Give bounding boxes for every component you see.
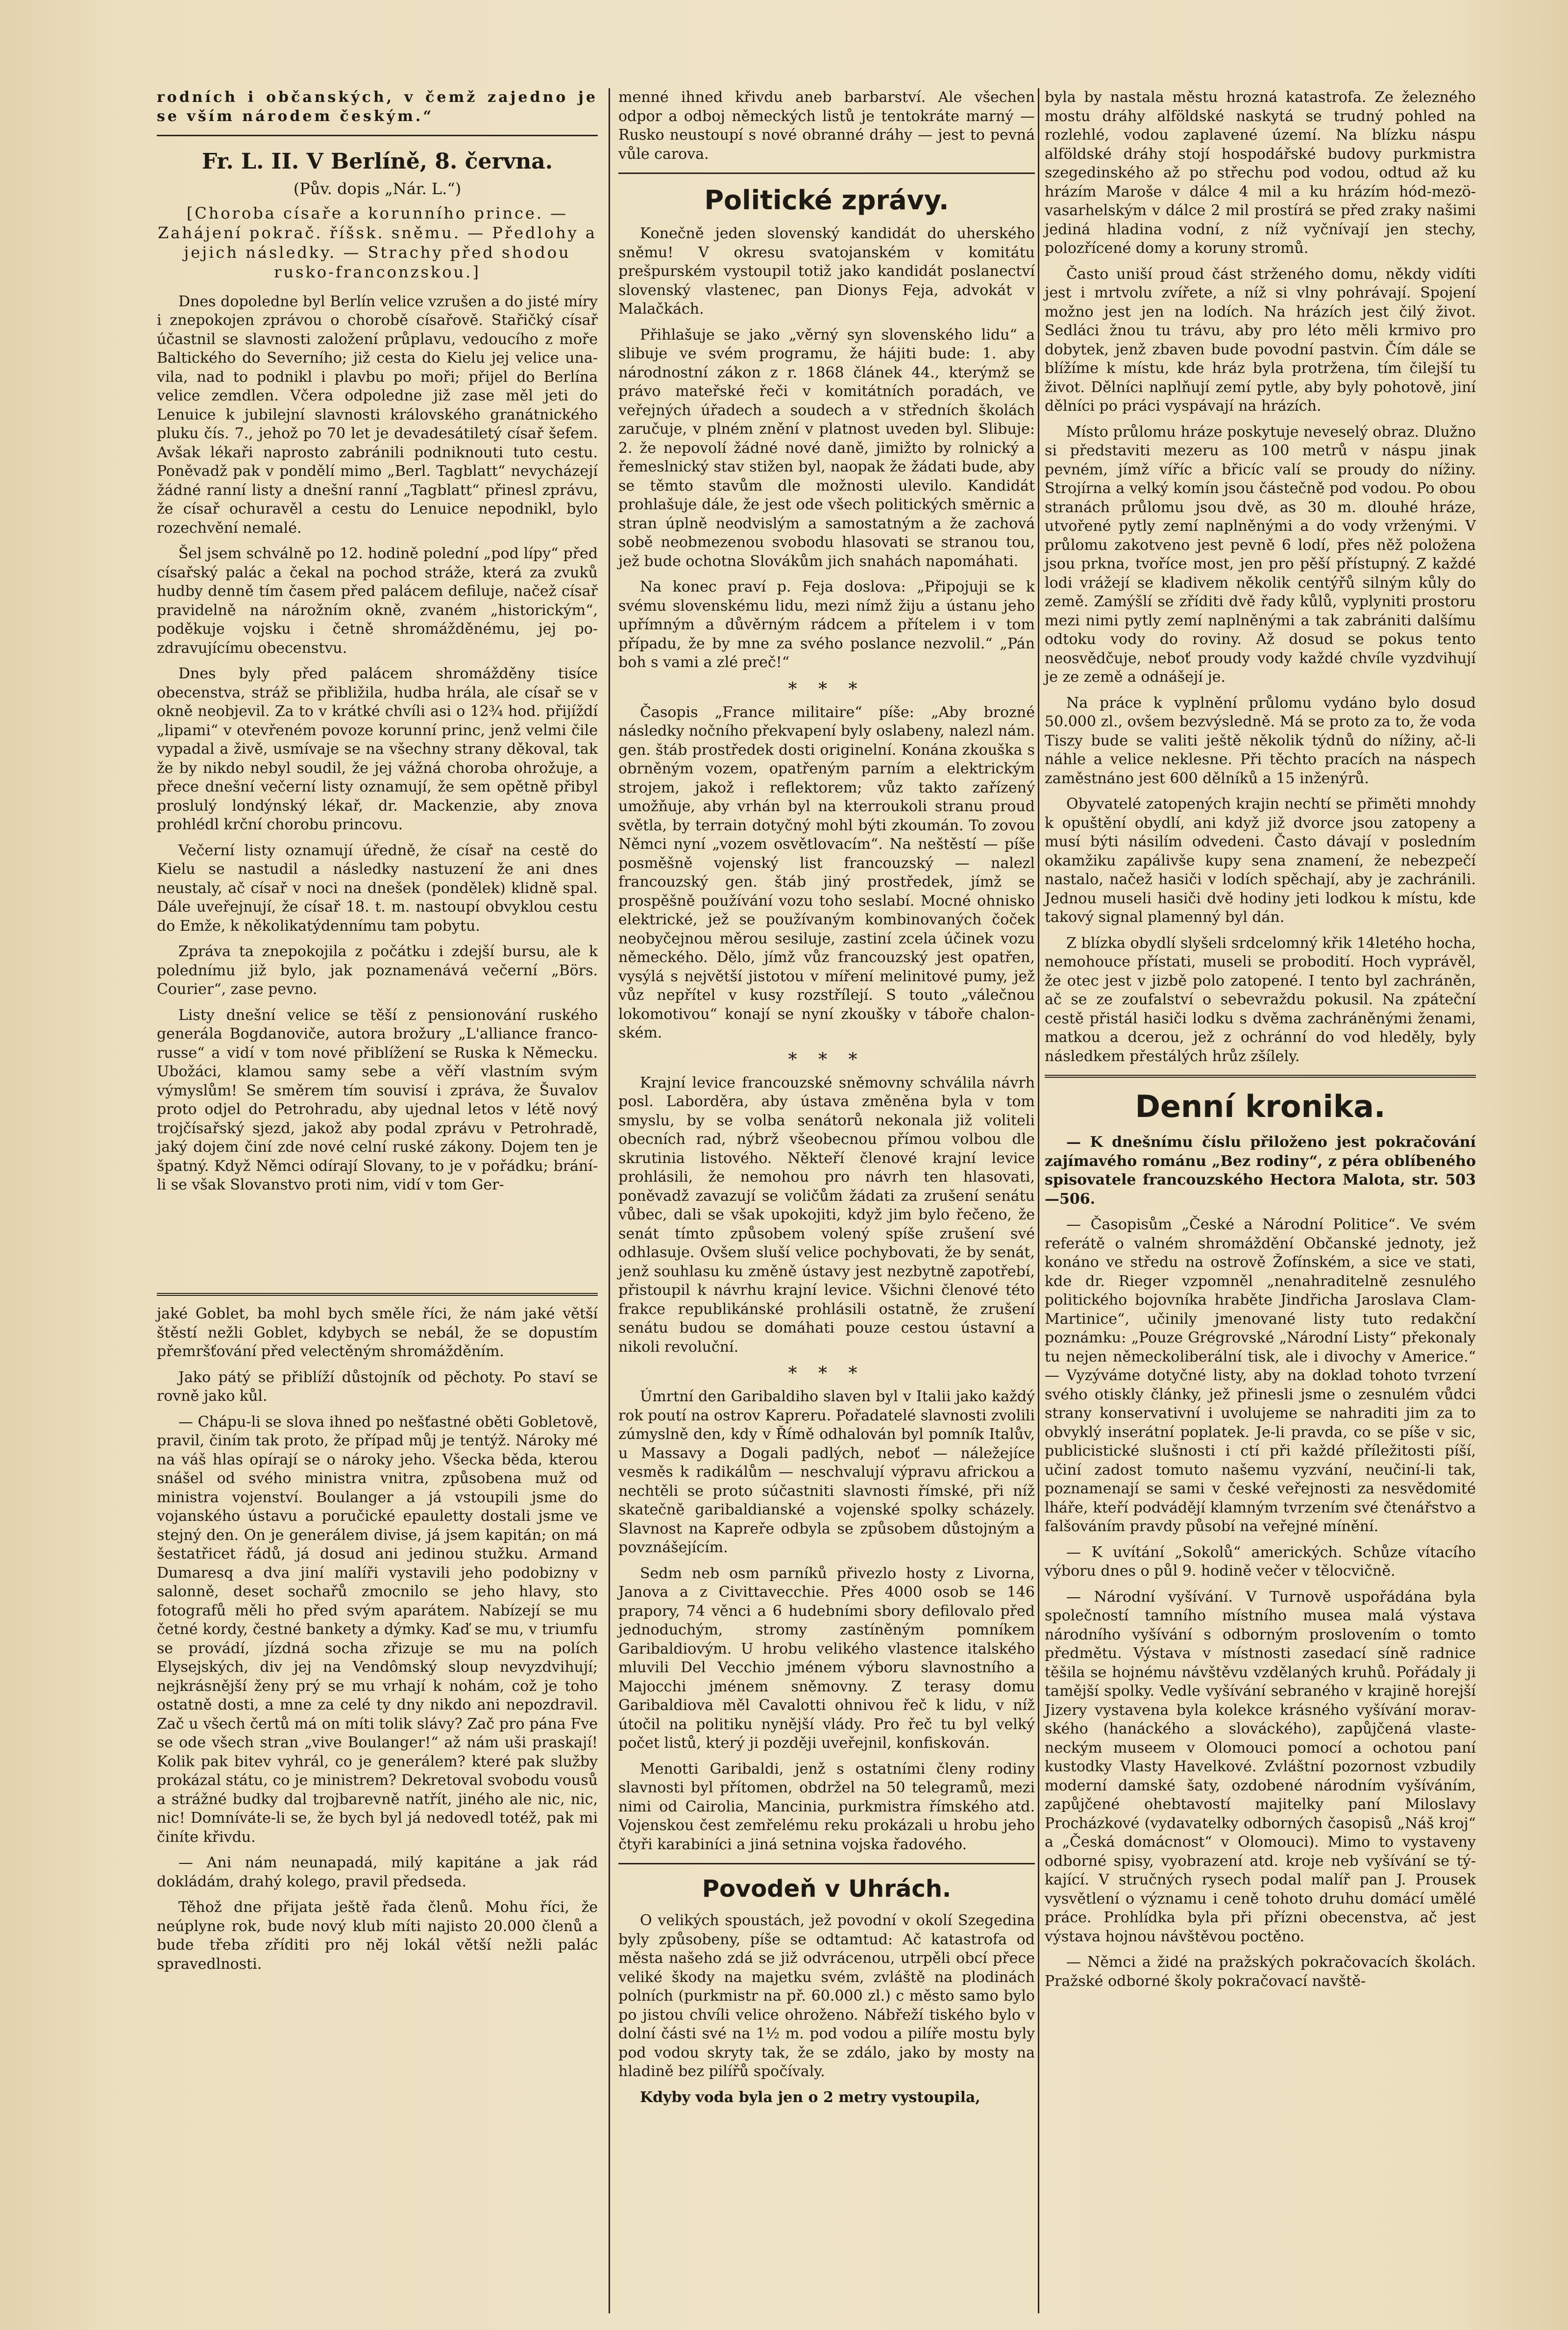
feuilleton-paragraph: — Chápu-li se slova ihned po nešťastné oběti Gobletově, pravil, činím tak proto, že případ můj je tentýž. Nároky mé na váš hlas opírají se o nároky jeho. Všecka běda, kterou snášel od svého ministra vnitra, způsobena muž od ministra vojenství. Boulanger a já vstoupili jsme do vojanského ústavu a poručické epauletty dostali jsme ve stejný den. On je generálem divise, já jsem kapitán; on má šestatřicet řádů, já dosud ani jedinou stužku. Armand Dumaresq a dva jiní malíři vystavili jeho podobizny v salonně, deset sochařů zmocnilo se jeho hlavy, sto fotografů měli ho před svým aparátem. Nabízejí se mu četné kordy, čestné bankety a dýmky. Kaď se mu, v triumfu se provádí, jízdná socha zřizuje se mu na polích Elysejských, div jej na Vendômský sloup nevyzdvihují; nejkrásnější ženy prý se mu vrhají k nohám, což je toho ostatně dosti, a mne za celé ty dny nikdo ani nepozdravil. Zač u všech čertů má on míti tolik slávy? Zač pro pána Fve se ode všech stran „vive Boulanger!“ až nám uši praskají! Kolik pak bitev vyhrál, co je generálem? které pak služby prokázal státu, co je ministrem? Dekretoval svobodu vousů a strážné budky dal trojbarevně natřít, jiného ale nic, nic, nic! Domníváte-li se, že bych byl já nedovedl totéž, pak mi činíte křivdu. [157,1413,598,1846]
feuilleton-paragraph: — Ani nám neunapadá, milý kapitáne a jak rád dokládám, drahý kolego, pravil předseda. [157,1854,598,1890]
chronicle-item: — K uvítání „Sokolů“ amerických. Schůze vítacího výboru dnes o půl 9. hodině večer v tělocvičně. [1045,1543,1476,1580]
section-title-kronika: Denní kronika. [1135,1089,1386,1124]
article-paragraph: Časopis „France militaire“ píše: „Aby brozné následky nočního překvapení byly oslabeny, nalezl nám. gen. štáb prostředek dosti originelní. Konána zkouška s obrněným vozem, opatřeným parním a elektrickým strojem, jakož i reflektorem; vůz takto zařízený umožňuje, aby vrhán byl na kterroukoli stranu proud světla, by terrain dotyčný mohl býti zkoumán. To zovou Němci nyní „vozem osvětlovacím“. Na neštěstí — píše posměšně vojenský list francouzský — nalezl francouzský gen. štáb jiný prostředek, jímž se prospěšně používání vozu toho seslabí. Mocné ohnisko elektrické, jež se používaným kombinovaných čoček neobyčejnou měrou sesiluje, zastiní zcela účinek vozu německého. Dělo, jímž vůz francouzský jest opatřen, vysýlá s největší jistotou v míření melinitové pumy, jež vůz nepřítel v kusy rozstřílejí. S touto „válečnou lokomotivou“ konají se nyní zkoušky v táboře chalonském. [618,703,1035,1041]
article-paragraph: Z blízka obydlí slyšeli srdcelomný křik 14letého hocha, nemohouce přístati, museli se probodití. Hoch vyprávěl, že otec jest v jizbě polo zatopené. I tento byl zachráněn, ač se ze zoufalství o sebevraždu pokusil. Na zpáteční cestě přistál hasiči lodku s dvěma zachráněnými ženami, matkou a dcerou, jež z ochránní do vod hleděly, byly následkem přestálých hrůz zšílely. [1045,934,1476,1065]
separator-stars: * * * [788,1049,865,1070]
article-paragraph: Na práce k vyplnění průlomu vydáno bylo dosud 50.000 zl., ovšem bezvýsledně. Má se proto za to, že voda Tiszy bude se valiti ještě několik týdnů do nížiny, ač-li náhle a velice neklesne. Při těchto pracích na náspech zaměstnáno jest 600 dělníků a 15 inženýrů. [1045,694,1476,787]
divider [157,135,598,136]
article-paragraph: Dnes dopoledne byl Berlín velice vzrušen a do jisté míry i znepokojen zprávou o chorobě císařově. Stařičký císař účastnil se slavnosti založení průplavu, vedoucího z moře Baltického do Severního; již cesta do Kielu jej velice unavila, nad to podnikl i plavbu po moři; přijel do Berlína velice zemdlen. Včera odpoledne již zase měl jeti do Lenuice k jubilejní slavnosti královského granátnického pluku čís. 7., jehož po 70 let je devadesátiletý císař šefem. Avšak lékaři naprosto zabránili podniknouti tuto cestu. Poněvadž pak v pondělí mimo „Berl. Tagblatt“ nevycházejí žádné ranní listy a dnešní ranní „Tagblatt“ přinesl zprávu, že císař ochuravěl a cestu do Lenuice nepodnikl, bylo rozechvění nemalé. [157,293,598,537]
column-1 [157,88,598,1202]
article-paragraph: Dnes byly před palácem shromážděny tisíce obecenstva, stráž se přibližila, hudba hrála, ale císař se v okně neobjevil. Za to v krátké chvíli asi o 12¾ hod. přijíždí „lipami“ v otevřeném povoze korunní princ, jenž velmi čile vypadal a živě, usmívaje se na všechny strany děkoval, tak že by nikdo nebyl soudil, že jej vážná choroba ohrožuje, a přece dnešní večerní listy oznamují, že sem opětně přibyl proslulý londýnský lékař, dr. Mackenzie, aby znova prohlédl krční chorobu princovu. [157,665,598,833]
feuilleton-paragraph: jaké Goblet, ba mohl bych směle říci, že nám jaké větší štěstí nežli Goblet, kdybych se nebál, že se dopustím přemršťování před velectěným shromážděním. [157,1305,598,1360]
section-title-politicke: Politické zprávy. [704,185,949,216]
article-paragraph: Kdyby voda byla jen o 2 metry vystoupila, [640,2088,980,2106]
separator-stars: * * * [788,679,865,699]
article-paragraph: Místo průlomu hráze poskytuje neveselý obraz. Dlužno si představiti mezeru as 100 metrů v náspu jinak pevném, jímž víříc a břicíc valí se proudy do nížiny. Strojírna a velký komín jsou částečně pod vodou. Po obou stranách průlomu jsou dvě, as 30 m. dlouhé hráze, utvořené pytly zemí naplněnými a do vody vrženými. V průlomu zakotveno jest pevně 6 lodí, přes něž položena jsou prkna, tvoříce most, jen pro pěší přístupný. Z každé lodi vrážejí se kladivem několik centýřů silným kůly do země. Zamýšlí se zříditi dvě řady kůlů, vyplyniti prostoru mezi nimi pytly zemí naplněnými a tak zabrániti dalšímu odtoku vody do roviny. Až dosud se pokus tento neosvědčuje, neboť proudy vody každé chvíle vyzdvihují je ze země a odnášejí je. [1045,423,1476,686]
chronicle-item: — Národní vyšívání. V Turnově uspořádána byla společností tamního místního musea malá výstava národního vyšívání s odborným proslovením o tomto předmětu. Výstava v místnosti zasedací síně radnice těšila se hojnému návštěvu vzdělaných kruhů. Pořádaly ji tamější spolky. Vedle vyšívání sebraného v krajině horejší Jizery vystavena byla kolekce krásného vyšívání moravského (hanáckého a slováckého), zapůjčená vlasteneckým museem v Olomouci pomocí a ochotou paní kustodky Vlasty Havelkové. Zvláštní pozornost vzbudily moderní damské šaty, ozdobené národním vyšíváním, zapůjčené ohebtavostí majitelky paní Miloslavy Procházkové (vydavatelky odborných časopisů „Náš kroj“ a „Česká domácnost“ v Olomouci). Mimo to vystaveny odborné spisy, vyobrazení atd. kroje neb vyšívání se týkající. V stručných rysech podal malíř pan J. Prousek vysvětlení o významu i ceně tohoto druhu domácí umělé práce. Prohlídka byla při přízni obecenstva, ač jest výstava hojnou návštěvou poctěno. [1045,1588,1476,1945]
article-paragraph: Obyvatelé zatopených krajin nechtí se přiměti mnohdy k opuštění obydlí, ani když již dvorce jsou zatopeny a musí býti násilím odvedeni. Často dávají v posledním okamžiku zapálivše kupy sena znamení, že nebezpečí nastalo, načež hasiči v lodích spěchají, aby je zachránili. Jednou museli hasiči dvě hodiny jeti lodkou k místu, kde takový signal plamenný byl dán. [1045,795,1476,926]
chronicle-item: — Časopisům „České a Národní Politice“. Ve svém referátě o valném shromáždění Občanské jednoty, jež konáno ve středu na ostrově Žofínském, a sice ve stati, kde dr. Rieger vzpomněl „nenahraditelně zesnulého politického bojovníka hraběte Jindřicha Jaroslava Clam-Martinice“, učinily jmenované listy tuto redakční poznámku: „Pouze Grégrovské „Národní Listy“ překonaly tu nejen německoliberální tisk, ale i divochy v Americe.“ — Vyzýváme dotyčné listy, aby na doklad tohoto tvrzení svého otiskly články, jež přinesli jsme o zesnulém vůdci strany konservativní i uvolujeme se nahraditi jim za to obvyklý inserátní poplatek. Je-li pravda, co se píše v sic, publicistické slušnosti i ctí při každé příležitosti píší, učiní zadost tomuto našemu vyzvání, neučiní-li tak, poznamenají se sami v české veřejnosti za nesvědomité lháře, kteří podvádějí klamným tvrzením své čtenářstvo a falšováním pravdy působí na veřejné mínění. [1045,1216,1476,1535]
chronicle-item: — Němci a židé na pražských pokračovacích školách. Pražské odborné školy pokračovací navště- [1045,1954,1476,1990]
divider [618,1863,1035,1864]
article-paragraph: Přihlašuje se jako „věrný syn slovenského lidu“ a slibuje ve svém programu, že hájiti bude: 1. aby národnostní zákon z r. 1868 článek 44., kterýmž se právo mateřské řeči v komitátních poradách, ve veřejných úřadech a soudech a v středních školách zaručuje, v plném znění v platnost uveden byl. Slibuje: 2. že nepovolí žádné nové daně, jimižto by rolnický a řemeslnický stav stižen byl, naopak že žádati bude, aby se těmto stavům dle možnosti ulevilo. Kandidát prohlašuje dále, že jest ode všech politických směrnic a stran úplně neodvislým a samostatným a že zachová sobě neobmezenou svobodu hlasovati se stranou tou, jež bude ochotna Slovákům jich snahách napomáhati. [618,326,1035,570]
column-rule-1 [609,88,610,2313]
divider [618,173,1035,174]
chronicle-item: — K dnešnímu číslu přiloženo jest pokračování zajímavého románu „Bez rodiny“, z péra oblíbeného spisovatele francouzského Hectora Malota, str. 503—506. [1045,1134,1476,1208]
article-paragraph: Šel jsem schválně po 12. hodině polední „pod lípy“ před císařský palác a čekal na pochod stráže, která za zvuků hudby denně tím časem před palácem defiluje, načež císař pravidelně na nárožním okně, zvaném „historickým“, poděkuje vojsku i četně shromážděnému, jej pozdravujícímu obecenstvu. [157,545,598,657]
feuilleton [157,1284,598,1981]
berlin-source: (Pův. dopis „Nár. L.“) [293,179,462,198]
divider [1045,1075,1476,1078]
feuilleton-paragraph: Jako pátý se přiblíží důstojník od pěchoty. Po staví se rovně jako kůl. [157,1368,598,1405]
article-paragraph: Krajní levice francouzské sněmovny schválila návrh posl. Laborděra, aby ústava změněna byla v tom smyslu, by se volba senátorů nekonala již voliteli obecních rad, nýbrž všeobecnou přímou volbou dle skrutinia listového. Někteří členové krajní levice prohlásili, že nemohou pro návrh ten hlasovati, poněvadž zavazují se voličům žádati za zrušení senátu vůbec, dali se však upokojiti, když jim bylo řečeno, že senát tímto způsobem volený spíše zrušení své odhlasuje. Ovšem sluší velice pochybovati, že by senát, jenž souhlasu ku změně ústavy jest nezbytně zapotřebí, přistoupil k návrhu krajní levice. Všichni členové této frakce republikánské prohlásili ostatně, že zrušení senátu budou se domáhati pouze cestou ústavní a nikoli revoluční. [618,1074,1035,1356]
article-paragraph: Často uniší proud část strženého domu, někdy vidíti jest i mrtvolu zvířete, a níž si vlny pohrávají. Spojení možno jest jen na lodích. Na hrázích jest čilý život. Sedláci žnou tu trávu, aby pro léto měli krmivo pro dobytek, jenž zbaven bude povodní pastvin. Čím dále se blížíme k místu, kde hráz byla protržena, tím čilejší tu život. Dělníci naplňují zemí pytle, aby byly pohotově, jiní dělníci po práci vyspávají na hrázích. [1045,265,1476,415]
column-3 [1045,88,1476,1998]
article-paragraph: Listy dnešní velice se těší z pensionování ruského generála Bogdanoviče, autora brožury „L'alliance franco-russe“ a vidí v tom nové přiblížení se Ruska k Německu. Ubožáci, klamou samy sebe a věří vlastním svým výmyslům! Se směrem tím souvisí i zpráva, že Šuvalov proto odjel do Petrohradu, aby ujednal letos v létě nový trojčísařský sjezd, jakož aby podal zprávu v Petrohradě, jaký dojem činí zde nové celní ruské zákony. Dojem ten je špatný. Když Němci odírají Slovany, to je v pořádku; brání-li se však Slovanstvo proti nim, vidí v tom Ger- [157,1006,598,1193]
article-paragraph: Na konec praví p. Feja doslova: „Připojuji se k svému slovenskému lidu, mezi nímž žiju a ústanu jeho upřímným a důvěrným rádcem a přítelem i v tom případu, že by mne za svého poslance nezvolil.“ „Pán boh s vami a zlé preč!“ [618,578,1035,671]
feuilleton-divider [157,1293,598,1296]
article-paragraph: O velikých spoustách, jež povodní v okolí Szegedina byly způsobeny, píše se odtamtud: Ač katastrofa od města našeho zdá se již odvrácenou, utrpěli obcí přece veliké škody na majetku svém, zvláště na plodinách polních (purkmistr na př. 60.000 zl.) c město samo bylo po jistou chvíli velice ohroženo. Nábřeží tiského bylo v dolní části své na 1½ m. pod vodou a pilíře mostu byly pod vodou skryty tak, že se zdálo, jako by mosty na hladině bez pilířů spočívaly. [618,1912,1035,2080]
berlin-dateline: Fr. L. II. V Berlíně, 8. června. [201,149,553,174]
article-paragraph: menné ihned křivdu aneb barbarství. Ale všechen odpor a odboj německých listů je tentokráte marný — Rusko neustoupí s nové obranné dráhy — jest to pevná vůle carova. [618,89,1035,163]
column-2 [618,88,1035,2114]
article-paragraph: byla by nastala městu hrozná katastrofa. Ze železného mostu dráhy alföldské naskytá se trudný pohled na rozlehlé, vodou zaplavené území. Na blízku náspu alföldské dráhy stojí hospodářské budovy purkmistra szegedinského až po střechu pod vodou, odtud až ku hrázím Maroše v dálce 4 mil a ku hrázím hód-mezö-vasarhelským v dálce 2 mil prostírá se před zraky našimi jediná hladina vodní, z níž vyčnívají jen stechy, polozřícené domy a koruny stromů. [1045,89,1476,257]
article-paragraph: Zpráva ta znepokojila z počátku i zdejší bursu, ale k polednímu již bylo, jak poznamenává večerní „Börs. Courier“, zase pevno. [157,943,598,998]
separator-stars: * * * [788,1363,865,1384]
berlin-summary: [Choroba císaře a korunního prince. — Zahájení pokrač. říšsk. sněmu. — Předlohy a jejich následky. — Strachy před shodou rusko-franconzskou.] [158,203,597,281]
article-paragraph: Menotti Garibaldi, jenž s ostatními členy rodiny slavnosti byl přítomen, obdržel na 50 telegramů, mezi nimi od Cairolia, Mancinia, purkmistra římského atd. Vojenskou čest zemřelému reku prokázali u hrobu jeho čtyři karabiníci a jiná setnina vojska řadového. [618,1760,1035,1853]
article-paragraph: Večerní listy oznamují úředně, že císař na cestě do Kielu se nastudil a následky nastuzení že ani dnes neustaly, ač císař v noci na dnešek (pondělek) klidně spal. Dále uveřejnují, že císař 18. t. m. nastoupí obvyklou cestu do Emže, k několikatýdennímu tam pobytu. [157,842,598,935]
article-paragraph: Konečně jeden slovenský kandidát do uherského sněmu! V okresu svatojanském v komitátu prešpurském vystoupil totiž jako kandidát poslanectví slovenský vlastenec, pan Dionys Feja, advokát v Malačkách. [618,225,1035,318]
article-paragraph: Sedm neb osm parníků přivezlo hosty z Livorna, Janova a z Civittavecchie. Přes 4000 osob se 146 prapory, 74 věnci a 6 hudebními sbory defilovalo před jednoduchým, stromy zastíněným pomníkem Garibaldiovým. U hrobu velikého vlastence italského mluvili Del Vecchio jménem výboru slavnostního a Majocchi jménem sněmovny. Z terasy domu Garibaldiova měl Cavalotti ohnivou řeč k lidu, v níž útočil na politiku nynější vlády. Pro řeč tu byl velký počet listů, který ji později uveřejnil, konfiskován. [618,1564,1035,1752]
section-title-povoden: Povodeň v Uhrách. [702,1875,952,1903]
intro-text: rodních i občanských, v čemž zajedno je se vším národem českým.“ [157,89,598,125]
article-paragraph: Úmrtní den Garibaldiho slaven byl v Italii jako každý rok poutí na ostrov Kapreru. Pořadatelé slavnosti zvolili zúmysln​ě den, kdy v Římě odhalován byl pomník Italův, u Massavy a Dogali padlých, neboť — náležejíce vesměs k radikálům — neschvalují výpravu africkou a nechtěli se proto súčastniti slavnosti římské, při níž skatečně garibaldianské a vojenské spolky scházely. Slavnost na Kapreře odbyla se způsobem důstojným a povznášejícím. [618,1388,1035,1556]
column-rule-2 [1038,88,1039,2313]
feuilleton-paragraph: Těhož dne přijata ještě řada členů. Mohu říci, že neúplyne rok, bude nový klub míti najisto 20.000 členů a bude třeba zříditi pro něj lokál větší nežli palác spravedlnosti. [157,1899,598,1973]
